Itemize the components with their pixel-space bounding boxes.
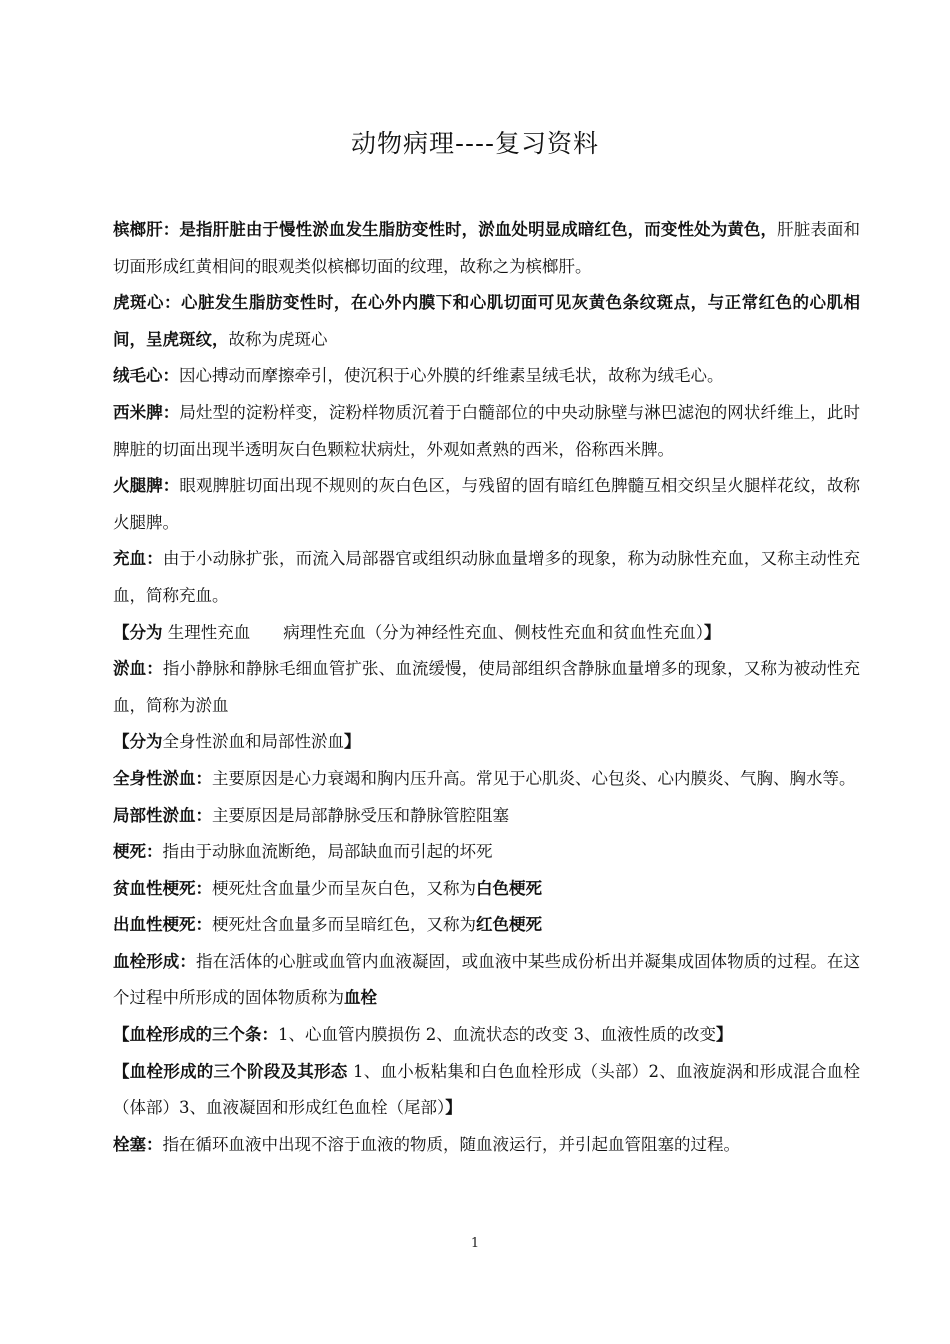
page-title: 动物病理----复习资料	[350, 129, 600, 158]
term-label: 贫血性梗死：	[113, 878, 212, 898]
term-definition: 指小静脉和静脉毛细血管扩张、血流缓慢，使局部组织含静脉血量增多的现象，又称为被动性充血，简称为淤血	[113, 659, 861, 715]
term-label: 槟榔肝：	[113, 220, 180, 239]
term-label: 出血性梗死：	[113, 915, 212, 935]
term-label: 梗死：	[113, 842, 163, 862]
term-definition: 故称为虎斑心	[228, 329, 328, 349]
paragraph-chongxue-types	[113, 615, 860, 652]
term-label: 火腿脾：	[113, 476, 180, 496]
term-definition: 由于小动脉扩张，而流入局部器官或组织动脉血量增多的现象，称为动脉性充血，又称主动性充血，简称充血。	[113, 549, 861, 605]
term-emphasis: 血栓	[344, 988, 377, 1008]
bracket-close: 】	[445, 1098, 462, 1118]
document-body	[113, 212, 860, 1163]
bracket-content: 1、心血管内膜损伤 2、血流状态的改变 3、血液性质的改变	[278, 1025, 716, 1045]
bracket-content: 生理性充血 病理性充血（分为神经性充血、侧枝性充血和贫血性充血）	[162, 622, 704, 642]
paragraph-binglang-gan	[113, 212, 860, 285]
paragraph-huotui-pi	[113, 468, 860, 541]
term-definition: 肝脏表面和切面形成红黄相间的眼观类似槟榔切面的纹理，故称之为槟榔肝。	[113, 220, 861, 276]
term-label: 栓塞：	[113, 1134, 163, 1154]
bracket-content: 全身性淤血和局部性淤血	[162, 732, 344, 752]
term-label: 绒毛心：	[113, 366, 179, 386]
term-bold-definition: 是指肝脏由于慢性淤血发生脂肪变性时，淤血处明显成暗红色，而变性处为黄色，	[179, 220, 778, 239]
term-label: 淤血：	[113, 659, 163, 679]
bracket-label: 【分为	[113, 732, 163, 752]
term-definition: 梗死灶含血量多而呈暗红色，又称为	[212, 915, 476, 935]
paragraph-gengsi	[113, 834, 860, 871]
term-label: 血栓形成：	[113, 951, 197, 971]
paragraph-xueshuan-stages	[113, 1054, 860, 1127]
page-number: 1	[470, 1236, 480, 1251]
term-bold-definition: 心脏发生脂肪变性时，在心外内膜下和心肌切面可见灰黄色条纹斑点，与正常红色的心肌相间，呈虎斑纹，	[113, 293, 861, 349]
paragraph-ximi-pi	[113, 395, 860, 468]
paragraph-chongxue	[113, 541, 860, 614]
paragraph-huban-xin	[113, 285, 860, 358]
term-label: 全身性淤血：	[113, 768, 212, 788]
bracket-label: 【血栓形成的三个阶段及其形态	[113, 1061, 348, 1081]
bracket-content: 1、血小板粘集和白色血栓形成（头部）2、血液旋涡和形成混合血栓（体部）3、血液凝固和形成红色血栓（尾部）	[113, 1061, 860, 1118]
bracket-close: 】	[344, 732, 361, 752]
paragraph-rongmao-xin	[113, 358, 860, 395]
bracket-label: 【分为	[113, 622, 163, 642]
paragraph-shuansai	[113, 1127, 860, 1164]
term-emphasis: 白色梗死	[476, 878, 542, 898]
term-definition: 眼观脾脏切面出现不规则的灰白色区，与残留的固有暗红色脾髓互相交织呈火腿样花纹，故称火腿脾。	[113, 476, 861, 532]
term-definition: 指由于动脉血流断绝，局部缺血而引起的坏死	[162, 842, 493, 862]
term-definition: 因心搏动而摩擦牵引，使沉积于心外膜的纤维素呈绒毛状，故称为绒毛心。	[179, 366, 724, 386]
bracket-close: 】	[715, 1025, 733, 1045]
term-definition: 局灶型的淀粉样变，淀粉样物质沉着于白髓部位的中央动脉壁与淋巴滤泡的网状纤维上，此时脾脏的切面出现半透明灰白色颗粒状病灶，外观如煮熟的西米，俗称西米脾。	[113, 402, 861, 459]
paragraph-xueshuan-conditions	[113, 1017, 860, 1054]
bracket-close: 】	[704, 622, 721, 642]
paragraph-chuxue-gengsi	[113, 907, 860, 944]
paragraph-yuxue-types	[113, 724, 860, 761]
paragraph-xueshuan-xingcheng	[113, 944, 860, 1017]
term-definition: 指在活体的心脏或血管内血液凝固，或血液中某些成份析出并凝集成固体物质的过程。在这个过程中所形成的固体物质称为	[113, 951, 861, 1008]
paragraph-yuxue	[113, 651, 860, 724]
term-definition: 主要原因是心力衰竭和胸内压升高。常见于心肌炎、心包炎、心内膜炎、气胸、胸水等。	[212, 768, 856, 788]
term-label: 虎斑心：	[113, 293, 181, 313]
term-label: 局部性淤血：	[113, 805, 212, 825]
paragraph-jubu-yuxue	[113, 798, 860, 835]
term-emphasis: 红色梗死	[476, 915, 542, 935]
term-label: 充血：	[113, 549, 163, 569]
term-definition: 主要原因是局部静脉受压和静脉管腔阻塞	[212, 805, 509, 825]
paragraph-quanshen-yuxue	[113, 761, 860, 798]
term-definition: 梗死灶含血量少而呈灰白色，又称为	[212, 878, 476, 898]
bracket-label: 【血栓形成的三个条：	[113, 1025, 278, 1045]
paragraph-pinxue-gengsi	[113, 871, 860, 908]
term-label: 西米脾：	[113, 402, 180, 422]
term-definition: 指在循环血液中出现不溶于血液的物质，随血液运行，并引起血管阻塞的过程。	[162, 1134, 740, 1154]
